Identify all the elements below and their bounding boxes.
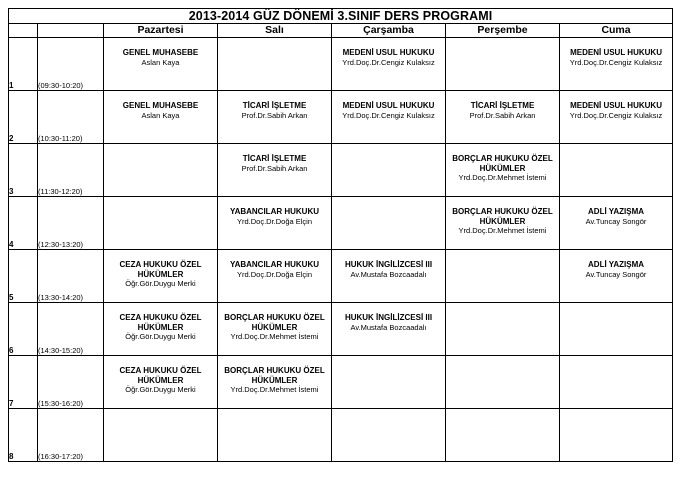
period-time: (09:30-10:20)	[38, 38, 104, 91]
schedule-cell-wednesday	[332, 91, 446, 144]
table-row	[9, 197, 673, 250]
course-entry	[104, 38, 217, 67]
course-name: ADLİ YAZIŞMA	[588, 207, 645, 216]
day-header-monday: Pazartesi	[104, 24, 218, 38]
schedule-cell-thursday	[446, 91, 560, 144]
course-name: YABANCILAR HUKUKU	[229, 207, 320, 216]
period-time: (11:30-12:20)	[38, 144, 104, 197]
period-time: (16:30-17:20)	[38, 409, 104, 462]
course-entry	[560, 250, 672, 279]
instructor-name: Öğr.Gör.Duygu Merki	[125, 279, 196, 288]
course-name: MEDENİ USUL HUKUKU	[342, 101, 435, 110]
schedule-title: 2013-2014 GÜZ DÖNEMİ 3.SINIF DERS PROGRAMI	[9, 9, 673, 24]
course-name: CEZA HUKUKU ÖZEL HÜKÜMLER	[119, 366, 202, 385]
schedule-cell-wednesday	[332, 38, 446, 91]
period-number: 6	[9, 303, 38, 356]
table-row	[9, 303, 673, 356]
schedule-body	[9, 38, 673, 462]
schedule-cell-friday	[560, 409, 673, 462]
schedule-cell-thursday	[446, 38, 560, 91]
instructor-name: Av.Tuncay Songör	[585, 216, 647, 226]
course-entry	[560, 91, 672, 120]
course-name: TİCARİ İŞLETME	[470, 101, 535, 110]
instructor-name: Prof.Dr.Sabih Arkan	[469, 110, 536, 120]
instructor-name: Yrd.Doç.Dr.Cengiz Kulaksız	[569, 110, 663, 120]
instructor-name: Prof.Dr.Sabih Arkan	[241, 110, 308, 120]
course-name: TİCARİ İŞLETME	[242, 101, 307, 110]
instructor-name: Av.Mustafa Bozcaadalı	[350, 322, 427, 332]
instructor-name: Aslan Kaya	[141, 110, 180, 120]
instructor-name: Yrd.Doç.Dr.Doğa Elçin	[236, 269, 313, 279]
schedule-cell-friday	[560, 356, 673, 409]
table-row	[9, 144, 673, 197]
table-row	[9, 356, 673, 409]
day-header-row	[9, 24, 673, 38]
instructor-name: Yrd.Doç.Dr.Cengiz Kulaksız	[342, 57, 435, 67]
course-name: YABANCILAR HUKUKU	[229, 260, 320, 269]
period-number: 4	[9, 197, 38, 250]
schedule-cell-wednesday	[332, 250, 446, 303]
course-entry	[218, 303, 331, 342]
course-name: BORÇLAR HUKUKU ÖZEL HÜKÜMLER	[452, 207, 553, 226]
instructor-name: Av.Tuncay Songör	[585, 269, 647, 279]
schedule-cell-thursday	[446, 409, 560, 462]
period-number: 1	[9, 38, 38, 91]
schedule-cell-monday	[104, 144, 218, 197]
schedule-cell-tuesday	[218, 356, 332, 409]
schedule-cell-wednesday	[332, 409, 446, 462]
period-number: 2	[9, 91, 38, 144]
day-header-thursday: Perşembe	[446, 24, 560, 38]
schedule-sheet	[8, 8, 672, 462]
schedule-cell-friday	[560, 91, 673, 144]
instructor-name: Öğr.Gör.Duygu Merki	[125, 385, 196, 394]
period-time: (14:30-15:20)	[38, 303, 104, 356]
course-name: CEZA HUKUKU ÖZEL HÜKÜMLER	[119, 260, 202, 279]
course-entry	[332, 250, 445, 279]
schedule-cell-tuesday	[218, 409, 332, 462]
course-entry	[332, 303, 445, 332]
day-header-friday: Cuma	[560, 24, 673, 38]
schedule-cell-wednesday	[332, 356, 446, 409]
course-entry	[104, 91, 217, 120]
schedule-cell-wednesday	[332, 303, 446, 356]
period-number: 3	[9, 144, 38, 197]
course-entry	[218, 91, 331, 120]
schedule-cell-monday	[104, 197, 218, 250]
schedule-cell-wednesday	[332, 197, 446, 250]
course-name: ADLİ YAZIŞMA	[588, 260, 645, 269]
table-row	[9, 409, 673, 462]
schedule-cell-friday	[560, 144, 673, 197]
course-entry	[560, 197, 672, 226]
period-number: 5	[9, 250, 38, 303]
course-name: GENEL MUHASEBE	[122, 48, 199, 57]
course-name: BORÇLAR HUKUKU ÖZEL HÜKÜMLER	[224, 313, 325, 332]
schedule-cell-tuesday	[218, 38, 332, 91]
course-entry	[218, 250, 331, 279]
schedule-cell-monday	[104, 91, 218, 144]
course-entry	[218, 144, 331, 173]
instructor-name: Yrd.Doç.Dr.Mehmet İstemi	[458, 226, 547, 235]
schedule-cell-tuesday	[218, 91, 332, 144]
period-time: (10:30-11:20)	[38, 91, 104, 144]
instructor-name: Yrd.Doç.Dr.Cengiz Kulaksız	[342, 110, 435, 120]
time-header	[38, 24, 104, 38]
period-time: (15:30-16:20)	[38, 356, 104, 409]
course-entry	[332, 38, 445, 67]
schedule-cell-friday	[560, 38, 673, 91]
schedule-cell-thursday	[446, 197, 560, 250]
row-number-header	[9, 24, 38, 38]
period-number: 8	[9, 409, 38, 462]
course-entry	[446, 144, 559, 183]
schedule-cell-thursday	[446, 356, 560, 409]
course-name: BORÇLAR HUKUKU ÖZEL HÜKÜMLER	[224, 366, 325, 385]
course-name: GENEL MUHASEBE	[122, 101, 199, 110]
period-time: (12:30-13:20)	[38, 197, 104, 250]
schedule-cell-friday	[560, 197, 673, 250]
day-header-tuesday: Salı	[218, 24, 332, 38]
instructor-name: Aslan Kaya	[141, 57, 180, 67]
course-entry	[446, 197, 559, 236]
course-name: TİCARİ İŞLETME	[242, 154, 307, 163]
course-entry	[560, 38, 672, 67]
course-entry	[218, 356, 331, 395]
course-name: HUKUK İNGİLİZCESİ III	[344, 260, 433, 269]
schedule-cell-monday	[104, 303, 218, 356]
instructor-name: Öğr.Gör.Duygu Merki	[125, 332, 196, 341]
schedule-cell-tuesday	[218, 197, 332, 250]
schedule-cell-tuesday	[218, 250, 332, 303]
course-name: MEDENİ USUL HUKUKU	[342, 48, 435, 57]
instructor-name: Av.Mustafa Bozcaadalı	[350, 269, 427, 279]
course-entry	[446, 91, 559, 120]
course-name: MEDENİ USUL HUKUKU	[570, 48, 662, 57]
course-name: BORÇLAR HUKUKU ÖZEL HÜKÜMLER	[452, 154, 553, 173]
schedule-cell-tuesday	[218, 303, 332, 356]
schedule-cell-wednesday	[332, 144, 446, 197]
period-time: (13:30-14:20)	[38, 250, 104, 303]
period-number: 7	[9, 356, 38, 409]
table-row	[9, 250, 673, 303]
course-entry	[104, 356, 217, 395]
instructor-name: Yrd.Doç.Dr.Mehmet İstemi	[458, 173, 547, 182]
schedule-cell-thursday	[446, 303, 560, 356]
day-header-wednesday: Çarşamba	[332, 24, 446, 38]
instructor-name: Yrd.Doç.Dr.Mehmet İstemi	[230, 385, 319, 394]
course-name: MEDENİ USUL HUKUKU	[570, 101, 662, 110]
schedule-cell-monday	[104, 38, 218, 91]
schedule-cell-monday	[104, 409, 218, 462]
course-entry	[332, 91, 445, 120]
table-row	[9, 91, 673, 144]
schedule-table	[8, 8, 673, 462]
schedule-cell-friday	[560, 250, 673, 303]
schedule-cell-thursday	[446, 250, 560, 303]
course-entry	[104, 303, 217, 342]
schedule-cell-friday	[560, 303, 673, 356]
schedule-cell-monday	[104, 356, 218, 409]
course-name: CEZA HUKUKU ÖZEL HÜKÜMLER	[119, 313, 202, 332]
course-entry	[104, 250, 217, 289]
table-row	[9, 38, 673, 91]
instructor-name: Prof.Dr.Sabih Arkan	[241, 163, 308, 173]
instructor-name: Yrd.Doç.Dr.Mehmet İstemi	[230, 332, 319, 341]
course-name: HUKUK İNGİLİZCESİ III	[344, 313, 433, 322]
course-entry	[218, 197, 331, 226]
instructor-name: Yrd.Doç.Dr.Doğa Elçin	[236, 216, 313, 226]
schedule-cell-monday	[104, 250, 218, 303]
schedule-cell-tuesday	[218, 144, 332, 197]
schedule-cell-thursday	[446, 144, 560, 197]
instructor-name: Yrd.Doç.Dr.Cengiz Kulaksız	[569, 57, 663, 67]
